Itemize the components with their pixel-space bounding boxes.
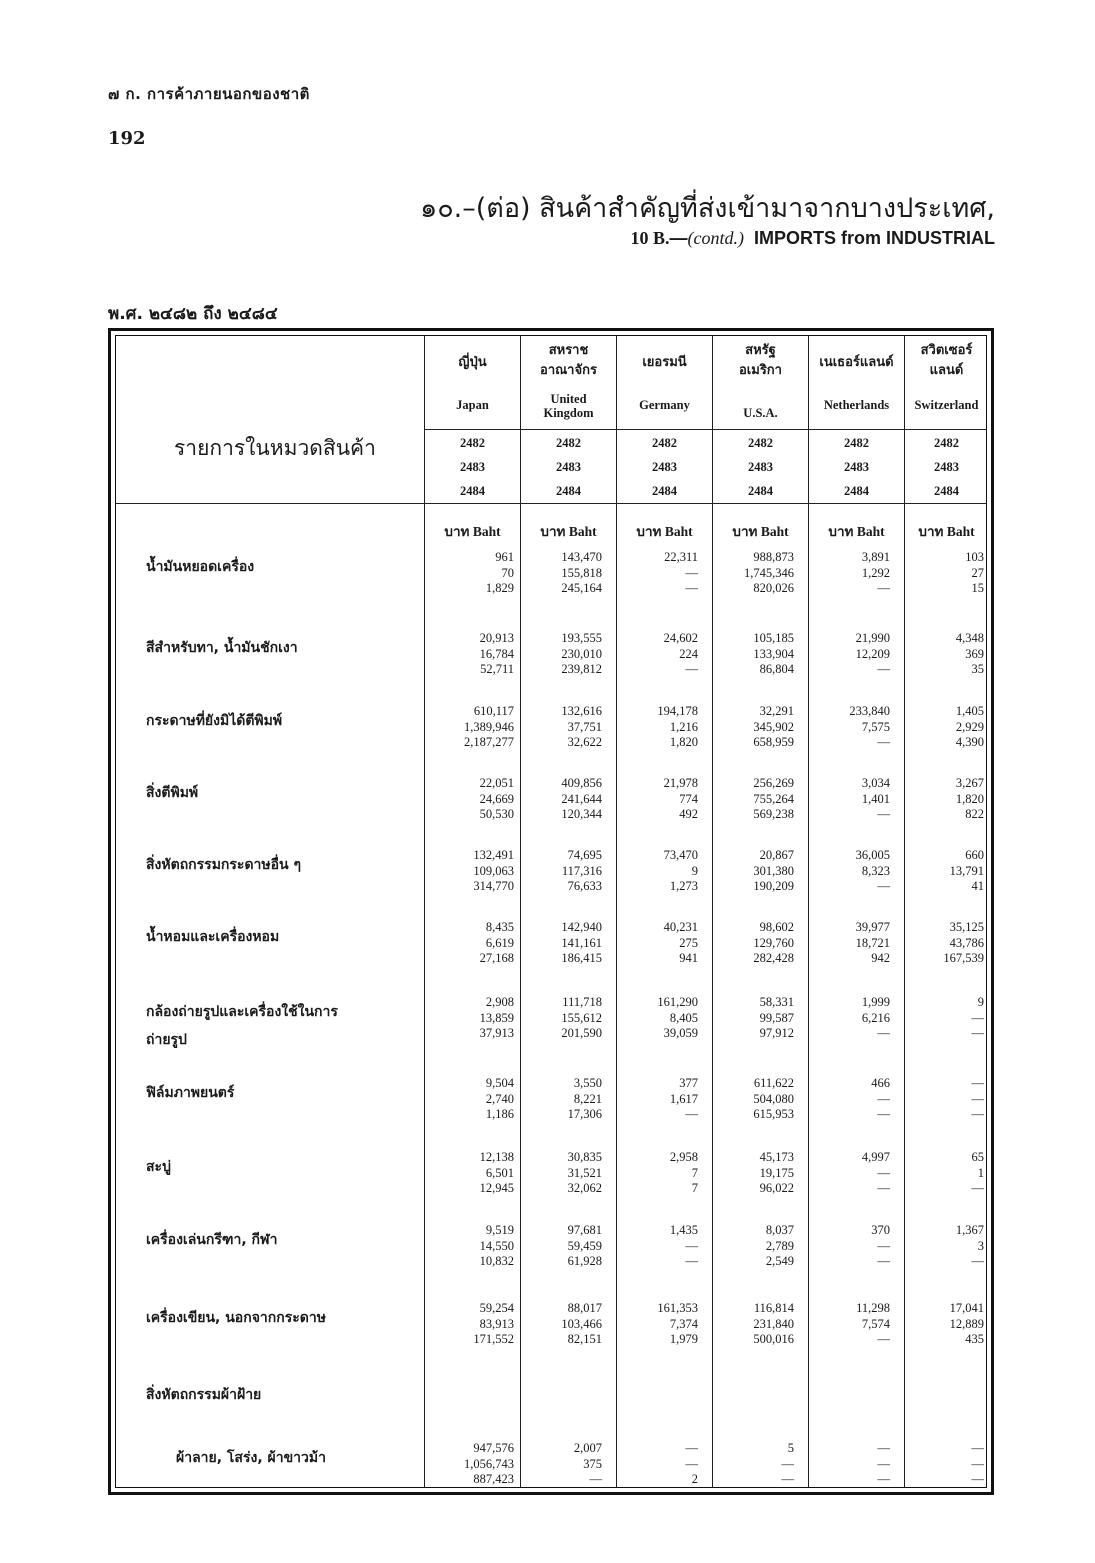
data-cell: — [877, 807, 890, 821]
data-cell: 239,812 [561, 662, 602, 676]
data-cell: 961 [495, 550, 514, 564]
data-cell: 41 [971, 879, 984, 893]
data-cell: 76,633 [567, 879, 602, 893]
data-cell: 660 [965, 848, 984, 862]
data-cell: 822 [965, 807, 984, 821]
data-cell: 1,829 [485, 581, 514, 595]
data-cell: — [971, 1026, 984, 1040]
data-cell: 466 [871, 1076, 890, 1090]
data-cell: 37,751 [567, 719, 602, 734]
data-cell: 16,784 [479, 646, 514, 661]
column-header-english: United [550, 392, 587, 406]
data-cell: — [685, 1238, 698, 1253]
data-cell: 133,904 [753, 646, 794, 661]
data-cell: — [877, 662, 890, 676]
column-year: 2482 [652, 436, 677, 450]
data-cell: 15 [971, 581, 984, 595]
item-label: สะบู่ [146, 1159, 171, 1175]
table-body [115, 335, 987, 1488]
data-cell: 73,470 [663, 848, 698, 862]
data-cell: 820,026 [753, 581, 794, 595]
data-cell: — [877, 1238, 890, 1253]
data-cell: 12,138 [479, 1150, 514, 1164]
item-label: น้ำหอมและเครื่องหอม [146, 929, 280, 945]
table-title-thai: ๑๐.–(ต่อ) สินค้าสำคัญที่ส่งเข้ามาจากบางประเทศ, [420, 193, 995, 224]
data-cell: 50,530 [479, 807, 514, 821]
column-header-thai: เยอรมนี [642, 355, 687, 370]
data-cell: — [685, 1254, 698, 1268]
column-header-thai: เนเธอร์แลนด์ [819, 355, 894, 370]
item-label: เครื่องเขียน, นอกจากกระดาษ [146, 1310, 326, 1326]
data-cell: 12,889 [949, 1316, 984, 1331]
data-cell: 36,005 [855, 848, 890, 862]
data-cell: — [877, 1456, 890, 1471]
title-dash: — [669, 228, 688, 248]
data-cell: — [971, 1181, 984, 1195]
data-cell: 52,711 [480, 662, 514, 676]
data-cell: 369 [965, 646, 984, 661]
data-cell: 4,997 [861, 1150, 890, 1164]
data-cell: 17,041 [949, 1301, 984, 1315]
data-cell: 7 [691, 1181, 698, 1195]
item-label: เครื่องเล่นกรีฑา, กีฬา [146, 1232, 278, 1248]
item-label: สีสำหรับทา, น้ำมันชักเงา [146, 640, 298, 656]
data-cell: 43,786 [949, 935, 984, 950]
data-cell: 370 [871, 1223, 890, 1237]
data-cell: 70 [501, 565, 514, 580]
data-cell: 3,550 [573, 1076, 602, 1090]
data-cell: 24,669 [479, 791, 514, 806]
data-cell: 32,622 [567, 735, 602, 749]
data-cell: 435 [965, 1332, 984, 1346]
data-cell: 658,959 [753, 735, 794, 749]
data-cell: 194,178 [657, 704, 698, 718]
years-separator [424, 429, 986, 430]
data-cell: 120,344 [561, 807, 602, 821]
data-cell: 500,016 [753, 1332, 794, 1346]
data-cell: 1,820 [955, 791, 984, 806]
data-cell: — [971, 1091, 984, 1106]
data-cell: 88,017 [567, 1301, 602, 1315]
column-year: 2484 [460, 484, 485, 498]
data-cell: 8,221 [573, 1091, 602, 1106]
data-cell: 377 [679, 1076, 698, 1090]
data-cell: 8,037 [765, 1223, 794, 1237]
data-cell: — [971, 1456, 984, 1471]
statistics-table [108, 328, 994, 1495]
column-header-english: Japan [456, 398, 489, 412]
data-cell: 142,940 [561, 920, 602, 934]
data-cell: 37,913 [479, 1026, 514, 1040]
data-cell: 8,435 [485, 920, 514, 934]
data-cell: 1,056,743 [464, 1456, 514, 1471]
item-label: สิ่งหัตถกรรมผ้าฝ้าย [146, 1387, 262, 1403]
data-cell: 35,125 [949, 920, 984, 934]
column-year: 2484 [556, 484, 581, 498]
data-cell: 161,353 [657, 1301, 698, 1315]
data-cell: — [877, 1091, 890, 1106]
data-cell: 947,576 [473, 1441, 514, 1455]
data-cell: 1,186 [485, 1107, 514, 1121]
data-cell: 39,059 [663, 1026, 698, 1040]
data-cell: 155,612 [561, 1010, 602, 1025]
data-cell: 9,504 [485, 1076, 514, 1090]
data-cell: 301,380 [753, 863, 794, 878]
column-year: 2483 [748, 460, 773, 474]
data-cell: 21,990 [855, 631, 890, 645]
data-cell: 2,908 [485, 995, 514, 1009]
data-cell: 7,374 [669, 1316, 698, 1331]
data-cell: — [877, 1254, 890, 1268]
column-header-thai: สหราช [548, 343, 589, 358]
column-year: 2482 [844, 436, 869, 450]
data-cell: 30,835 [567, 1150, 602, 1164]
data-cell: 61,928 [567, 1254, 602, 1268]
data-cell: 774 [679, 791, 698, 806]
unit-label: บาท Baht [636, 524, 693, 539]
data-cell: 345,902 [753, 719, 794, 734]
data-cell: 275 [679, 935, 698, 950]
data-cell: 20,913 [479, 631, 514, 645]
data-cell: 3,267 [955, 776, 984, 790]
data-cell: — [685, 1456, 698, 1471]
data-cell: 375 [583, 1456, 602, 1471]
data-cell: 161,290 [657, 995, 698, 1009]
data-cell: 1,273 [669, 879, 698, 893]
data-cell: 231,840 [753, 1316, 794, 1331]
data-cell: 2,187,277 [464, 735, 514, 749]
data-cell: — [971, 1254, 984, 1268]
item-label: สิ่งตีพิมพ์ [146, 785, 199, 801]
data-cell: 6,619 [485, 935, 514, 950]
item-label: ผ้าลาย, โสร่ง, ผ้าขาวม้า [176, 1450, 326, 1466]
data-cell: — [877, 1441, 890, 1455]
unit-label: บาท Baht [444, 524, 501, 539]
data-cell: 1,367 [955, 1223, 984, 1237]
column-header-english: Kingdom [543, 406, 594, 420]
column-header-thai: สหรัฐ [745, 343, 776, 358]
data-cell: 941 [679, 951, 698, 965]
data-cell: 245,164 [561, 581, 602, 595]
data-cell: 611,622 [753, 1076, 794, 1090]
column-year: 2483 [844, 460, 869, 474]
data-cell: — [971, 1010, 984, 1025]
data-cell: — [877, 1026, 890, 1040]
column-header-english: Netherlands [823, 398, 890, 412]
data-cell: 610,117 [473, 704, 514, 718]
data-cell: 2,789 [765, 1238, 794, 1253]
data-cell: 1,820 [669, 735, 698, 749]
data-cell: 27,168 [479, 951, 514, 965]
data-cell: — [781, 1456, 794, 1471]
data-cell: 1,999 [861, 995, 890, 1009]
data-cell: 105,185 [753, 631, 794, 645]
data-cell: — [877, 1165, 890, 1180]
item-label: ฟิล์มภาพยนตร์ [146, 1085, 235, 1101]
column-year: 2484 [652, 484, 677, 498]
data-cell: 96,022 [759, 1181, 794, 1195]
column-year: 2483 [460, 460, 485, 474]
unit-label: บาท Baht [918, 524, 975, 539]
column-header-english: U.S.A. [743, 406, 778, 420]
data-cell: 1,979 [669, 1332, 698, 1346]
data-cell: 141,161 [561, 935, 602, 950]
data-cell: 19,175 [759, 1165, 794, 1180]
data-cell: 12,209 [855, 646, 890, 661]
data-cell: 12,945 [479, 1181, 514, 1195]
data-cell: 59,254 [479, 1301, 514, 1315]
data-cell: 6,216 [861, 1010, 890, 1025]
data-cell: — [971, 1076, 984, 1090]
data-cell: — [877, 581, 890, 595]
data-cell: 1,401 [861, 791, 890, 806]
data-cell: 9 [691, 863, 698, 878]
page-number: 192 [108, 128, 146, 149]
data-cell: — [877, 879, 890, 893]
data-cell: 2,958 [669, 1150, 698, 1164]
unit-label: บาท Baht [828, 524, 885, 539]
data-cell: 7 [691, 1165, 698, 1180]
data-cell: 755,264 [753, 791, 794, 806]
header-separator [116, 503, 986, 504]
data-cell: 18,721 [855, 935, 890, 950]
column-year: 2484 [748, 484, 773, 498]
data-cell: 233,840 [849, 704, 890, 718]
data-cell: 186,415 [561, 951, 602, 965]
data-cell: 132,616 [561, 704, 602, 718]
data-cell: 492 [679, 807, 698, 821]
data-cell: 190,209 [753, 879, 794, 893]
data-cell: 32,291 [759, 704, 794, 718]
data-cell: 103 [965, 550, 984, 564]
data-cell: 99,587 [759, 1010, 794, 1025]
data-cell: 83,913 [479, 1316, 514, 1331]
item-label: กระดาษที่ยังมิได้ตีพิมพ์ [146, 713, 283, 729]
column-header-thai: แลนด์ [929, 363, 964, 378]
data-cell: 1,745,346 [744, 565, 794, 580]
data-cell: 97,912 [759, 1026, 794, 1040]
data-cell: 2 [691, 1472, 698, 1486]
unit-label: บาท Baht [540, 524, 597, 539]
data-cell: 230,010 [561, 646, 602, 661]
data-cell: 504,080 [753, 1091, 794, 1106]
data-cell: 1,216 [669, 719, 698, 734]
data-cell: 27 [971, 565, 984, 580]
column-year: 2483 [652, 460, 677, 474]
column-year: 2484 [934, 484, 959, 498]
column-year: 2482 [460, 436, 485, 450]
data-cell: 111,718 [562, 995, 602, 1009]
column-year: 2483 [556, 460, 581, 474]
data-cell: — [971, 1472, 984, 1486]
unit-label: บาท Baht [732, 524, 789, 539]
data-cell: 615,953 [753, 1107, 794, 1121]
data-cell: 13,859 [479, 1010, 514, 1025]
data-cell: 2,007 [573, 1441, 602, 1455]
data-cell: 24,602 [663, 631, 698, 645]
data-cell: 1,292 [861, 565, 890, 580]
data-cell: — [685, 565, 698, 580]
data-cell: 167,539 [943, 951, 984, 965]
data-cell: 569,238 [753, 807, 794, 821]
data-cell: 155,818 [561, 565, 602, 580]
table-number: 10 B. [630, 228, 670, 248]
data-cell: 39,977 [855, 920, 890, 934]
data-cell: 32,062 [567, 1181, 602, 1195]
data-cell: 35 [971, 662, 984, 676]
data-cell: 13,791 [949, 863, 984, 878]
data-cell: 1 [977, 1165, 984, 1180]
data-cell: — [877, 1472, 890, 1486]
year-range: พ.ศ. ๒๔๘๒ ถึง ๒๔๘๔ [108, 304, 278, 324]
data-cell: 1,389,946 [464, 719, 514, 734]
column-header-thai: สวิตเซอร์ [920, 343, 973, 358]
item-label: กล้องถ่ายรูปและเครื่องใช้ในการ [146, 1004, 338, 1020]
data-cell: 2,740 [485, 1091, 514, 1106]
data-cell: — [877, 1107, 890, 1121]
data-cell: 129,760 [753, 935, 794, 950]
title-contd: (contd.) [687, 228, 744, 248]
title-english-text: IMPORTS from INDUSTRIAL [754, 228, 995, 248]
column-header-thai: อาณาจักร [540, 363, 597, 378]
column-year: 2484 [844, 484, 869, 498]
data-cell: 241,644 [561, 791, 602, 806]
data-cell: 314,770 [473, 879, 514, 893]
data-cell: 45,173 [759, 1150, 794, 1164]
column-year: 2483 [934, 460, 959, 474]
data-cell: 8,323 [861, 863, 890, 878]
stub-header: รายการในหมวดสินค้า [174, 436, 376, 460]
data-cell: — [971, 1107, 984, 1121]
column-year: 2482 [934, 436, 959, 450]
data-cell: 3,891 [861, 550, 890, 564]
data-cell: 14,550 [479, 1238, 514, 1253]
item-label: ถ่ายรูป [146, 1032, 187, 1048]
data-cell: — [589, 1472, 602, 1486]
data-cell: 887,423 [473, 1472, 514, 1486]
data-cell: 224 [679, 646, 698, 661]
data-cell: — [877, 1181, 890, 1195]
data-cell: 7,574 [861, 1316, 890, 1331]
data-cell: — [685, 1441, 698, 1455]
data-cell: 65 [971, 1150, 984, 1164]
chapter-header: ๗ ก. การค้าภายนอกของชาติ [108, 85, 310, 103]
data-cell: — [781, 1472, 794, 1486]
data-cell: 1,405 [955, 704, 984, 718]
data-cell: 6,501 [485, 1165, 514, 1180]
item-label: สิ่งหัตถกรรมกระดาษอื่น ๆ [146, 857, 301, 873]
data-cell: 21,978 [663, 776, 698, 790]
column-header-thai: อเมริกา [739, 363, 782, 378]
data-cell: — [685, 662, 698, 676]
column-year: 2482 [556, 436, 581, 450]
column-header-english: Switzerland [914, 398, 979, 412]
column-header-english: Germany [639, 398, 690, 412]
data-cell: 3 [977, 1238, 984, 1253]
data-cell: 282,428 [753, 951, 794, 965]
data-cell: 5 [787, 1441, 794, 1455]
data-cell: — [877, 735, 890, 749]
data-cell: 10,832 [479, 1254, 514, 1268]
data-cell: 143,470 [561, 550, 602, 564]
data-cell: 109,063 [473, 863, 514, 878]
data-cell: 193,555 [561, 631, 602, 645]
data-cell: 117,316 [561, 863, 602, 878]
data-cell: 132,491 [473, 848, 514, 862]
data-cell: 17,306 [567, 1107, 602, 1121]
data-cell: 1,435 [669, 1223, 698, 1237]
data-cell: 86,804 [759, 662, 794, 676]
data-cell: 988,873 [753, 550, 794, 564]
data-cell: — [971, 1441, 984, 1455]
data-cell: 11,298 [856, 1301, 890, 1315]
data-cell: 58,331 [759, 995, 794, 1009]
data-cell: 409,856 [561, 776, 602, 790]
data-cell: 256,269 [753, 776, 794, 790]
data-cell: 4,390 [955, 735, 984, 749]
data-cell: 2,929 [955, 719, 984, 734]
data-cell: 8,405 [669, 1010, 698, 1025]
data-cell: 82,151 [567, 1332, 602, 1346]
data-cell: 22,051 [479, 776, 514, 790]
table-title-english [630, 228, 995, 249]
data-cell: 97,681 [567, 1223, 602, 1237]
data-cell: 201,590 [561, 1026, 602, 1040]
data-cell: — [877, 1332, 890, 1346]
column-header-thai: ญี่ปุ่น [458, 355, 487, 370]
data-cell: 31,521 [567, 1165, 602, 1180]
data-cell: 20,867 [759, 848, 794, 862]
column-year: 2482 [748, 436, 773, 450]
data-cell: 22,311 [664, 550, 698, 564]
data-cell: 74,695 [567, 848, 602, 862]
data-cell: 103,466 [561, 1316, 602, 1331]
data-cell: 7,575 [861, 719, 890, 734]
data-cell: 9 [977, 995, 984, 1009]
item-label: น้ำมันหยอดเครื่อง [146, 559, 255, 575]
data-cell: 40,231 [663, 920, 698, 934]
data-cell: 2,549 [765, 1254, 794, 1268]
data-cell: — [685, 1107, 698, 1121]
data-cell: 9,519 [485, 1223, 514, 1237]
data-cell: 4,348 [955, 631, 984, 645]
data-cell: 942 [871, 951, 890, 965]
data-cell: 171,552 [473, 1332, 514, 1346]
data-cell: 1,617 [669, 1091, 698, 1106]
data-cell: 98,602 [759, 920, 794, 934]
data-cell: 3,034 [861, 776, 890, 790]
data-cell: 116,814 [753, 1301, 794, 1315]
data-cell: — [685, 581, 698, 595]
data-cell: 59,459 [567, 1238, 602, 1253]
